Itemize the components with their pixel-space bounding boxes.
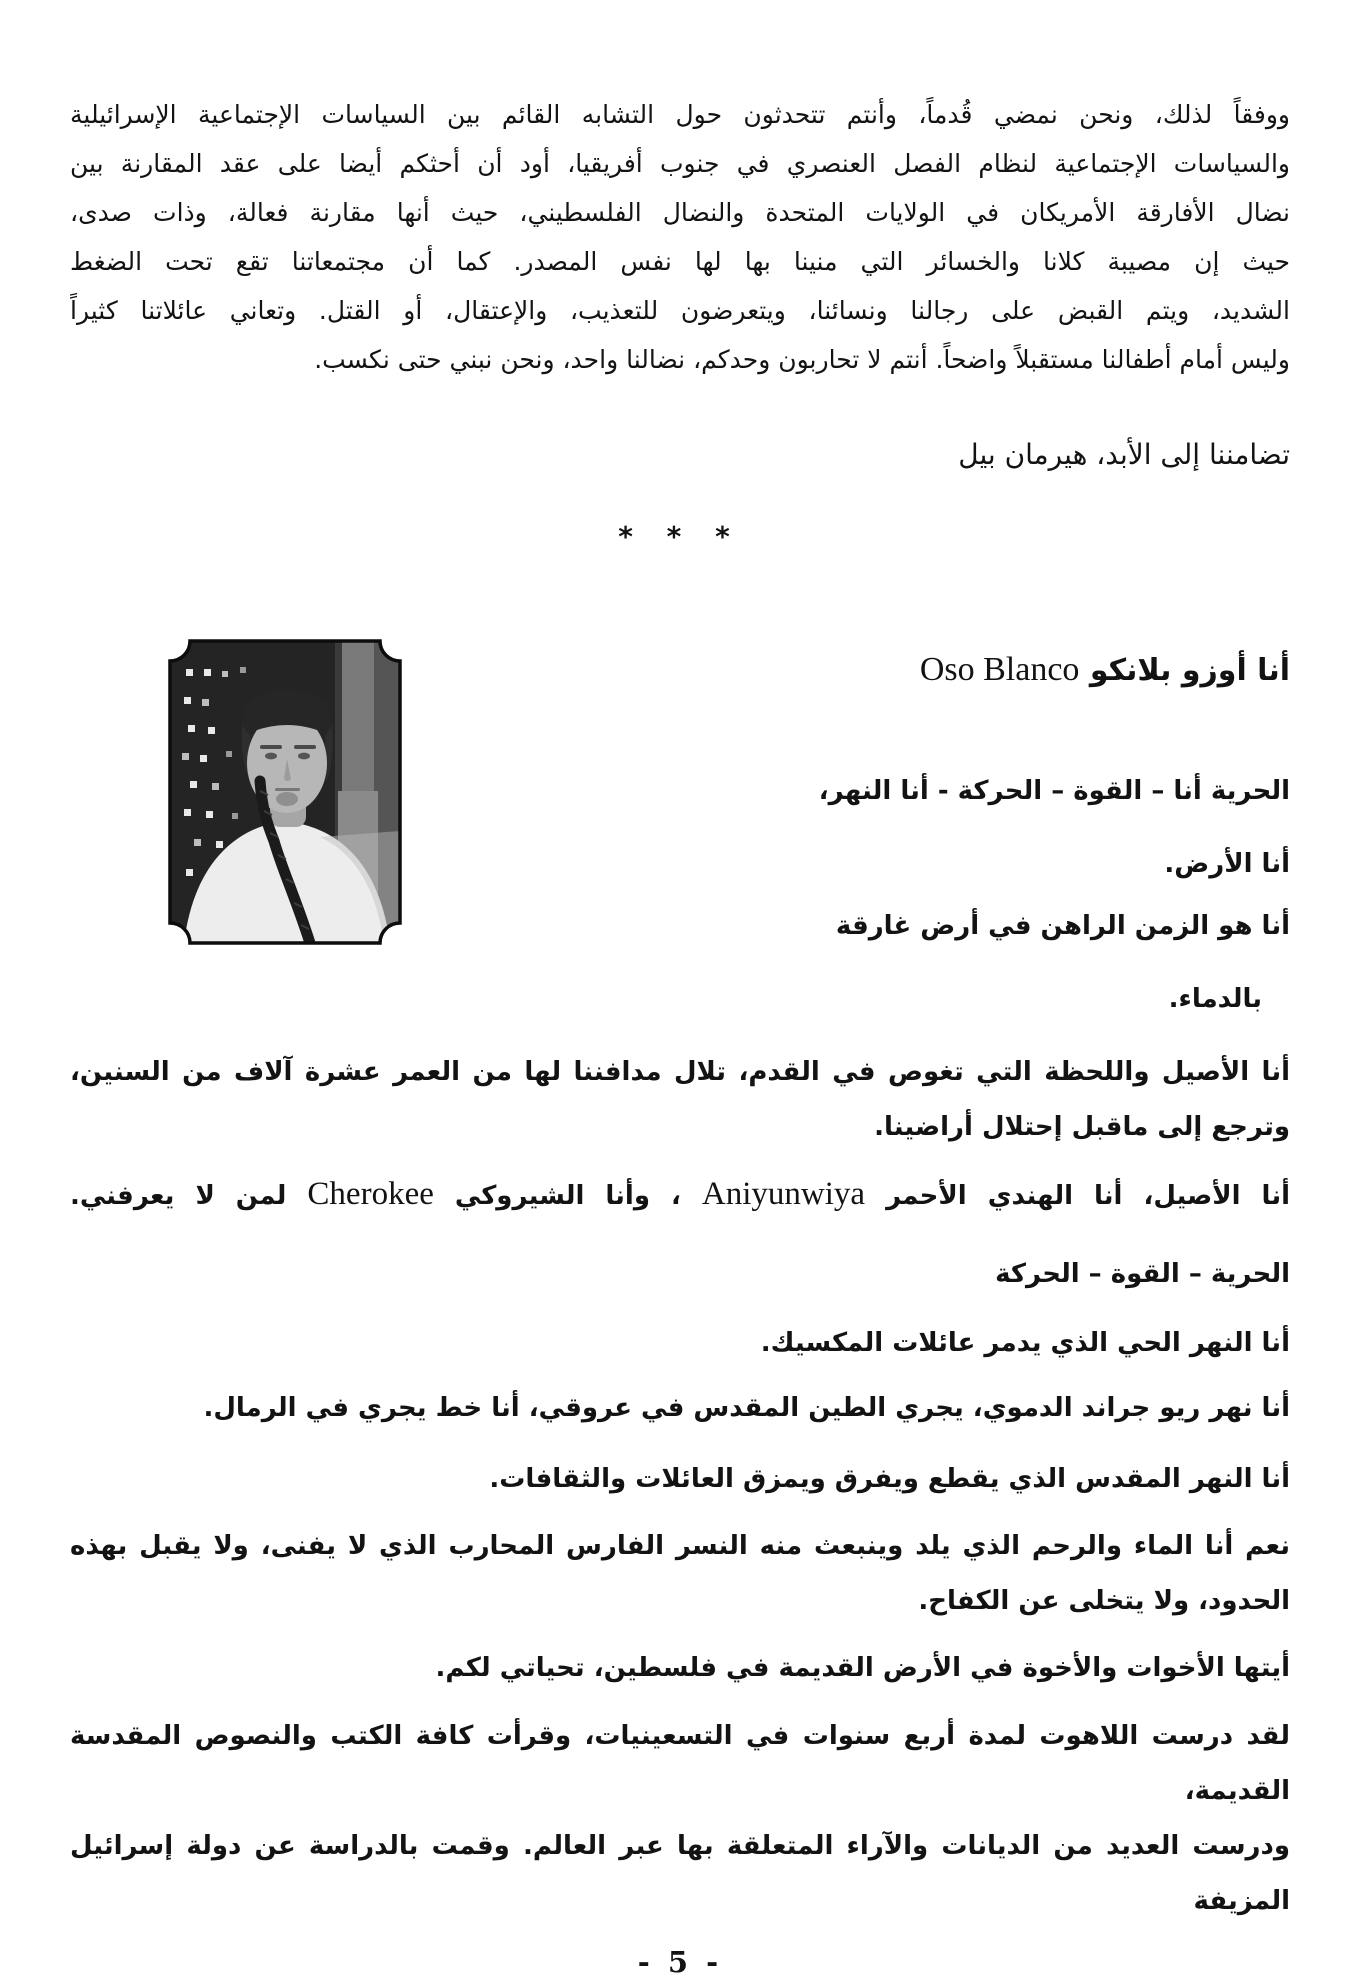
poem-text-arabic: أنا الأصيل، أنا الهندي الأحمر: [865, 1181, 1290, 1211]
poem-stanza: [415, 764, 1290, 892]
poem-stanza: [415, 899, 1290, 1027]
poem-line: وترجع إلى ماقبل إحتلال أراضينا.: [874, 1112, 1290, 1142]
poem-stanza: [70, 1381, 1290, 1436]
poem-stanza: [70, 1045, 1290, 1155]
poem-line: لقد درست اللاهوت لمدة أربع سنوات في التسعينيات، وقرأت كافة الكتب والنصوص المقدسة القديمة،: [70, 1721, 1290, 1806]
portrait-photo: [170, 641, 400, 943]
portrait-photo-svg: [170, 641, 400, 943]
poem-line: أنا النهر المقدس الذي يقطع ويفرق ويمزق العائلات والثقافات.: [489, 1464, 1290, 1494]
poem-beside-photo: [415, 764, 1290, 1027]
poem-line: بالدماء.: [1168, 984, 1262, 1014]
poem-line: الحدود، ولا يتخلى عن الكفاح.: [918, 1586, 1290, 1616]
poem-stanza: [70, 1519, 1290, 1629]
poem-stanza: [70, 1316, 1290, 1371]
poem-stanza: [70, 1709, 1290, 1929]
poem-text-latin: Cherokee: [307, 1176, 434, 1212]
oso-blanco-section: [70, 617, 1290, 1929]
poem-stanza: [70, 1247, 1290, 1302]
poem-text-latin: Aniyunwiya: [701, 1176, 866, 1212]
poem-line: الحرية أنا – القوة – الحركة - أنا النهر،: [818, 776, 1290, 806]
poem-line: نعم أنا الماء والرحم الذي يلد وينبعث منه النسر الفارس المحارب الذي لا يفنى، ولا يقبل بهذه: [70, 1531, 1290, 1561]
poem-line: أنا نهر ريو جراند الدموي، يجري الطين المقدس في عروقي، أنا خط يجري في الرمال.: [203, 1393, 1290, 1423]
poem-line-mixed: [70, 1167, 1290, 1224]
poem-line: ودرست العديد من الديانات والآراء المتعلقة بها عبر العالم. وقمت بالدراسة عن دولة إسرائيل المزيفة: [70, 1831, 1290, 1916]
page-content: [70, 0, 1290, 1979]
poem-stanza: [70, 1167, 1290, 1224]
poem-text-arabic: ، وأنا الشيروكي: [433, 1181, 702, 1211]
poem-line: أنا الأصيل واللحظة التي تغوص في القدم، تلال مدافننا لها من العمر عشرة آلاف من السنين،: [70, 1057, 1290, 1087]
section-separator: * * *: [618, 520, 742, 553]
poem-stanza: [70, 1641, 1290, 1696]
letter-line: والسياسات الإجتماعية لنظام الفصل العنصري في جنوب أفريقيا، أود أن أحثكم أيضا على عقد المقارنة بين: [70, 149, 1290, 178]
poem-line: أنا الأرض.: [1164, 849, 1290, 879]
letter-line: حيث إن مصيبة كلانا والخسائر التي منينا بها لها نفس المصدر. كما أن مجتمعاتنا تقع تحت الضغط: [70, 247, 1290, 276]
heading-latin: Oso Blanco: [919, 651, 1080, 688]
poem-full-width: [70, 1045, 1290, 1929]
poem-line: الحرية – القوة – الحركة: [995, 1259, 1290, 1289]
letter-line: الشديد، ويتم القبض على رجالنا ونسائنا، ويتعرضون للتعذيب، والإعتقال، أو القتل. وتعاني عائلاتنا كثيراً: [70, 296, 1290, 325]
poem-line: أيتها الأخوات والأخوة في الأرض القديمة في فلسطين، تحياتي لكم.: [435, 1653, 1290, 1683]
poem-stanza: [70, 1452, 1290, 1507]
letter-line: وليس أمام أطفالنا مستقبلاً واضحاً. أنتم لا تحاربون وحدكم، نضالنا واحد، ونحن نبني حتى نكسب.: [314, 345, 1290, 374]
poem-line: أنا النهر الحي الذي يدمر عائلات المكسيك.: [760, 1328, 1290, 1358]
letter-line: ووفقاً لذلك، ونحن نمضي قُدماً، وأنتم تتحدثون حول التشابه القائم بين السياسات الإجتماعية الإسرائيلية: [70, 100, 1290, 129]
heading-arabic: أنا أوزو بلانكو: [1089, 653, 1290, 688]
letter-line: نضال الأفارقة الأمريكان في الولايات المتحدة والنضال الفلسطيني، حيث أنها مقارنة فعالة، وذات صدى،: [70, 198, 1290, 227]
poem-text-arabic: لمن لا يعرفني.: [70, 1181, 308, 1211]
letter-paragraph: [70, 0, 1290, 384]
letter-signature: تضامننا إلى الأبد، هيرمان بيل: [958, 438, 1290, 471]
poem-line: أنا هو الزمن الراهن في أرض غارقة: [835, 911, 1290, 941]
page-number: - 5 -: [637, 1945, 723, 1979]
